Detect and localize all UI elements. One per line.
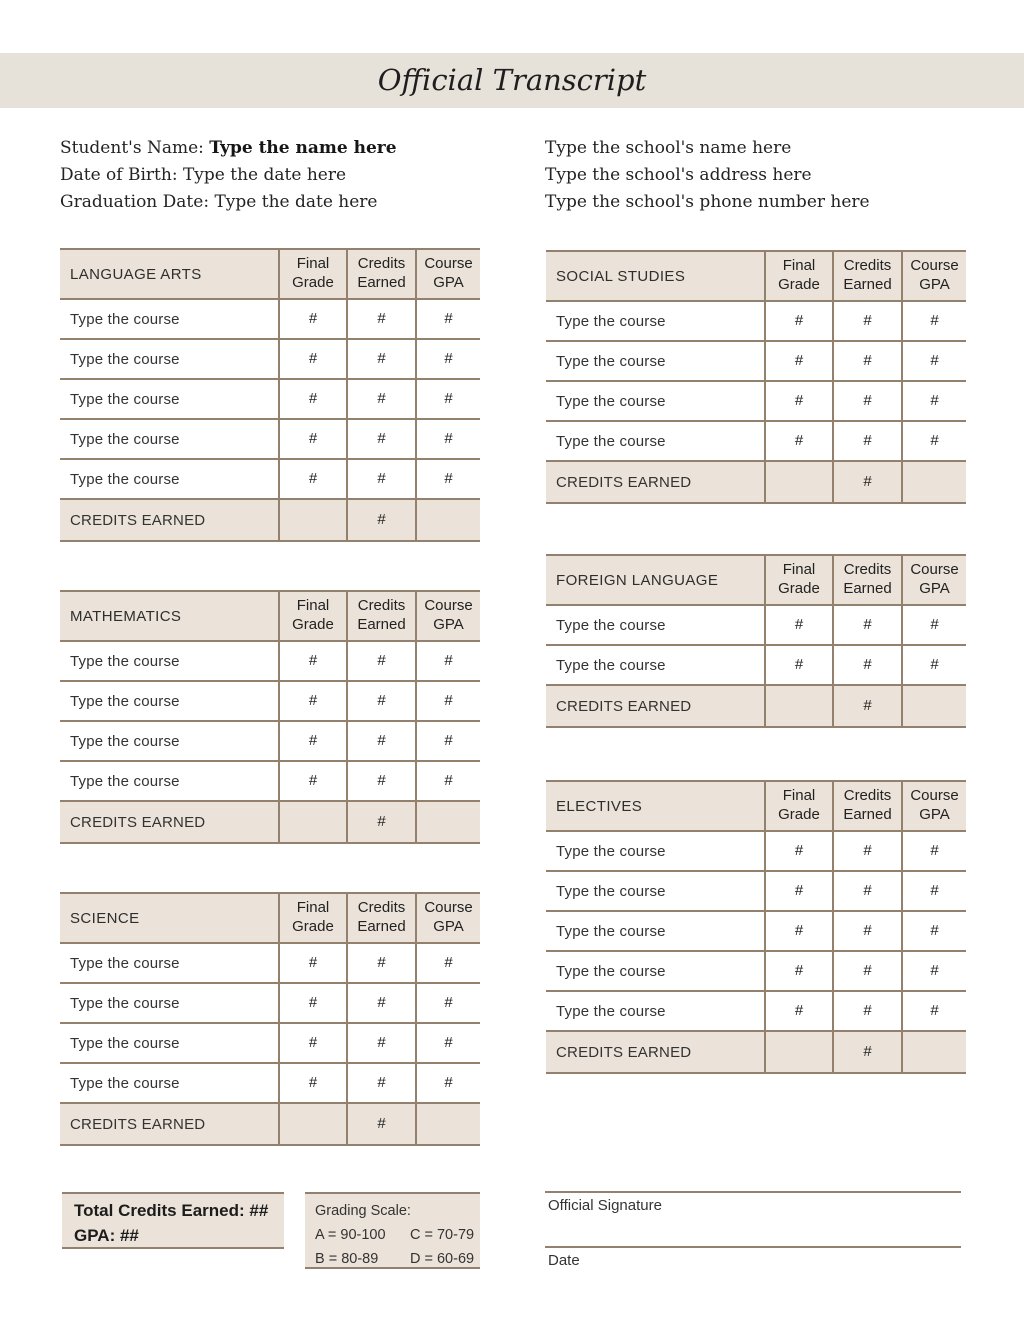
table-electives <box>546 780 966 1074</box>
table-header-row <box>60 250 480 300</box>
school-info-block <box>545 135 870 216</box>
subject-label: ELECTIVES <box>546 782 764 830</box>
official-signature-label: Official Signature <box>548 1197 662 1214</box>
column-header: Course GPA <box>901 252 966 300</box>
course-name-placeholder[interactable]: Type the course <box>70 390 180 408</box>
credits-earned-value[interactable]: # <box>832 686 901 726</box>
student-info-block <box>60 135 397 216</box>
course-row <box>60 642 480 682</box>
value-placeholder[interactable]: # <box>901 832 966 870</box>
value-placeholder[interactable]: # <box>346 1024 415 1062</box>
value-placeholder[interactable]: # <box>346 1064 415 1102</box>
course-row <box>60 420 480 460</box>
value-placeholder[interactable]: # <box>832 606 901 644</box>
value-placeholder[interactable]: # <box>415 944 480 982</box>
value-placeholder[interactable]: # <box>764 302 832 340</box>
column-header: Final Grade <box>278 250 346 298</box>
value-placeholder[interactable]: # <box>415 380 480 418</box>
value-placeholder[interactable]: # <box>415 642 480 680</box>
date-of-birth-placeholder[interactable]: Type the date here <box>182 165 347 185</box>
credits-earned-value <box>278 802 346 842</box>
date-line <box>545 1246 961 1248</box>
table-social-studies <box>546 250 966 504</box>
course-row <box>60 944 480 984</box>
value-placeholder[interactable]: # <box>346 642 415 680</box>
gpa-label: GPA: <box>74 1226 120 1245</box>
value-placeholder[interactable]: # <box>278 682 346 720</box>
value-placeholder[interactable]: # <box>832 952 901 990</box>
course-name-placeholder[interactable]: Type the course <box>70 732 180 750</box>
value-placeholder[interactable]: # <box>764 872 832 910</box>
totals-box <box>62 1192 284 1249</box>
value-placeholder[interactable]: # <box>346 340 415 378</box>
course-name-placeholder[interactable]: Type the course <box>70 430 180 448</box>
value-placeholder[interactable]: # <box>278 722 346 760</box>
gpa-placeholder[interactable]: ## <box>119 1226 139 1245</box>
course-name-placeholder[interactable]: Type the course <box>70 1034 180 1052</box>
column-header: Credits Earned <box>346 592 415 640</box>
course-row <box>546 422 966 462</box>
course-name-placeholder[interactable]: Type the course <box>70 310 180 328</box>
course-row <box>60 340 480 380</box>
value-placeholder[interactable]: # <box>346 722 415 760</box>
credits-earned-row <box>546 686 966 728</box>
course-row <box>60 762 480 802</box>
value-placeholder[interactable]: # <box>901 382 966 420</box>
credits-earned-label: CREDITS EARNED <box>60 802 278 842</box>
table-science <box>60 892 480 1146</box>
value-placeholder[interactable]: # <box>415 1024 480 1062</box>
credits-earned-row <box>60 1104 480 1146</box>
credits-earned-row <box>546 462 966 504</box>
course-row <box>546 302 966 342</box>
course-row <box>546 952 966 992</box>
table-header-row <box>546 252 966 302</box>
course-row <box>60 1064 480 1104</box>
credits-earned-label: CREDITS EARNED <box>60 1104 278 1144</box>
course-row <box>60 984 480 1024</box>
course-name-placeholder[interactable]: Type the course <box>556 1002 666 1020</box>
value-placeholder[interactable]: # <box>346 944 415 982</box>
course-name-placeholder[interactable]: Type the course <box>556 392 666 410</box>
value-placeholder[interactable]: # <box>346 984 415 1022</box>
value-placeholder[interactable]: # <box>764 342 832 380</box>
value-placeholder[interactable]: # <box>832 422 901 460</box>
course-name-placeholder[interactable]: Type the course <box>556 882 666 900</box>
subject-label: MATHEMATICS <box>60 592 278 640</box>
course-row <box>60 300 480 340</box>
value-placeholder[interactable]: # <box>415 420 480 458</box>
credits-earned-value <box>901 1032 966 1072</box>
student-name-label: Student's Name: <box>60 138 210 158</box>
credits-earned-value[interactable]: # <box>832 1032 901 1072</box>
value-placeholder[interactable]: # <box>764 646 832 684</box>
table-language-arts <box>60 248 480 542</box>
table-header-row <box>546 782 966 832</box>
school-name-placeholder[interactable]: Type the school's name here <box>545 138 792 158</box>
course-name-placeholder[interactable]: Type the course <box>556 962 666 980</box>
value-placeholder[interactable]: # <box>278 944 346 982</box>
value-placeholder[interactable]: # <box>764 992 832 1030</box>
value-placeholder[interactable]: # <box>901 646 966 684</box>
value-placeholder[interactable]: # <box>901 992 966 1030</box>
value-placeholder[interactable]: # <box>278 642 346 680</box>
column-header: Credits Earned <box>832 556 901 604</box>
credits-earned-value[interactable]: # <box>346 802 415 842</box>
grade-c-range: C = 70-79 <box>410 1227 475 1243</box>
value-placeholder[interactable]: # <box>346 682 415 720</box>
value-placeholder[interactable]: # <box>346 380 415 418</box>
subject-label: SCIENCE <box>60 894 278 942</box>
school-phone-placeholder[interactable]: Type the school's phone number here <box>545 192 870 212</box>
value-placeholder[interactable]: # <box>278 380 346 418</box>
grade-a-range: A = 90-100 <box>315 1227 386 1243</box>
value-placeholder[interactable]: # <box>832 382 901 420</box>
course-row <box>60 380 480 420</box>
grading-scale-row <box>315 1247 480 1271</box>
value-placeholder[interactable]: # <box>415 300 480 338</box>
value-placeholder[interactable]: # <box>901 302 966 340</box>
value-placeholder[interactable]: # <box>415 460 480 498</box>
value-placeholder[interactable]: # <box>764 952 832 990</box>
value-placeholder[interactable]: # <box>278 340 346 378</box>
value-placeholder[interactable]: # <box>901 912 966 950</box>
column-header: Credits Earned <box>346 894 415 942</box>
credits-earned-label: CREDITS EARNED <box>60 500 278 540</box>
course-row <box>60 1024 480 1064</box>
column-header: Credits Earned <box>832 252 901 300</box>
page-title: Official Transcript <box>377 63 647 97</box>
value-placeholder[interactable]: # <box>832 872 901 910</box>
date-of-birth-line <box>60 162 397 189</box>
value-placeholder[interactable]: # <box>764 606 832 644</box>
credits-earned-value[interactable]: # <box>346 1104 415 1144</box>
course-name-placeholder[interactable]: Type the course <box>70 652 180 670</box>
value-placeholder[interactable]: # <box>764 422 832 460</box>
graduation-date-line <box>60 189 397 216</box>
course-name-placeholder[interactable]: Type the course <box>556 312 666 330</box>
credits-earned-value <box>415 802 480 842</box>
credits-earned-value <box>901 462 966 502</box>
credits-earned-value <box>764 1032 832 1072</box>
signature-line <box>545 1191 961 1193</box>
value-placeholder[interactable]: # <box>346 300 415 338</box>
table-foreign-language <box>546 554 966 728</box>
student-name-placeholder[interactable]: Type the name here <box>209 138 397 158</box>
course-row <box>546 872 966 912</box>
date-of-birth-label: Date of Birth: <box>60 165 183 185</box>
column-header: Final Grade <box>764 556 832 604</box>
value-placeholder[interactable]: # <box>278 1064 346 1102</box>
graduation-date-label: Graduation Date: <box>60 192 215 212</box>
course-row <box>546 912 966 952</box>
course-name-placeholder[interactable]: Type the course <box>70 1074 180 1092</box>
course-name-placeholder[interactable]: Type the course <box>556 432 666 450</box>
course-name-placeholder[interactable]: Type the course <box>556 922 666 940</box>
course-row <box>546 832 966 872</box>
credits-earned-label: CREDITS EARNED <box>546 1032 764 1072</box>
grading-scale-box <box>305 1192 480 1269</box>
value-placeholder[interactable]: # <box>415 722 480 760</box>
credits-earned-label: CREDITS EARNED <box>546 686 764 726</box>
credits-earned-row <box>60 500 480 542</box>
credits-earned-value <box>278 1104 346 1144</box>
table-mathematics <box>60 590 480 844</box>
value-placeholder[interactable]: # <box>415 762 480 800</box>
value-placeholder[interactable]: # <box>278 984 346 1022</box>
value-placeholder[interactable]: # <box>278 300 346 338</box>
course-name-placeholder[interactable]: Type the course <box>556 656 666 674</box>
course-name-placeholder[interactable]: Type the course <box>70 772 180 790</box>
date-label: Date <box>548 1252 580 1269</box>
value-placeholder[interactable]: # <box>278 420 346 458</box>
column-header: Credits Earned <box>346 250 415 298</box>
course-name-placeholder[interactable]: Type the course <box>556 842 666 860</box>
credits-earned-value <box>415 1104 480 1144</box>
total-credits-label: Total Credits Earned: <box>74 1201 250 1220</box>
value-placeholder[interactable]: # <box>415 1064 480 1102</box>
credits-earned-label: CREDITS EARNED <box>546 462 764 502</box>
course-row <box>546 342 966 382</box>
subject-label: FOREIGN LANGUAGE <box>546 556 764 604</box>
table-header-row <box>546 556 966 606</box>
value-placeholder[interactable]: # <box>346 762 415 800</box>
credits-earned-value <box>764 686 832 726</box>
credits-earned-value <box>764 462 832 502</box>
student-name-line <box>60 135 397 162</box>
value-placeholder[interactable]: # <box>415 340 480 378</box>
value-placeholder[interactable]: # <box>415 984 480 1022</box>
course-row <box>546 382 966 422</box>
value-placeholder[interactable]: # <box>764 832 832 870</box>
course-row <box>546 606 966 646</box>
course-row <box>546 646 966 686</box>
subject-label: LANGUAGE ARTS <box>60 250 278 298</box>
course-row <box>546 992 966 1032</box>
table-header-row <box>60 894 480 944</box>
value-placeholder[interactable]: # <box>278 460 346 498</box>
course-name-placeholder[interactable]: Type the course <box>70 470 180 488</box>
value-placeholder[interactable]: # <box>346 460 415 498</box>
course-row <box>60 682 480 722</box>
value-placeholder[interactable]: # <box>901 872 966 910</box>
credits-earned-value[interactable]: # <box>832 462 901 502</box>
course-row <box>60 460 480 500</box>
total-credits-line <box>74 1198 284 1223</box>
course-name-placeholder[interactable]: Type the course <box>70 994 180 1012</box>
value-placeholder[interactable]: # <box>764 382 832 420</box>
school-address-placeholder[interactable]: Type the school's address here <box>545 165 812 185</box>
total-credits-placeholder[interactable]: ## <box>249 1201 269 1220</box>
value-placeholder[interactable]: # <box>764 912 832 950</box>
course-name-placeholder[interactable]: Type the course <box>70 692 180 710</box>
value-placeholder[interactable]: # <box>832 992 901 1030</box>
value-placeholder[interactable]: # <box>901 952 966 990</box>
value-placeholder[interactable]: # <box>346 420 415 458</box>
value-placeholder[interactable]: # <box>901 606 966 644</box>
column-header: Course GPA <box>415 592 480 640</box>
grade-d-range: D = 60-69 <box>410 1251 475 1267</box>
credits-earned-value[interactable]: # <box>346 500 415 540</box>
value-placeholder[interactable]: # <box>278 762 346 800</box>
credits-earned-value <box>901 686 966 726</box>
course-name-placeholder[interactable]: Type the course <box>70 350 180 368</box>
value-placeholder[interactable]: # <box>901 422 966 460</box>
course-row <box>60 722 480 762</box>
grade-b-range: B = 80-89 <box>315 1251 379 1267</box>
value-placeholder[interactable]: # <box>278 1024 346 1062</box>
credits-earned-value <box>415 500 480 540</box>
value-placeholder[interactable]: # <box>832 832 901 870</box>
value-placeholder[interactable]: # <box>832 912 901 950</box>
value-placeholder[interactable]: # <box>832 646 901 684</box>
value-placeholder[interactable]: # <box>901 342 966 380</box>
table-header-row <box>60 592 480 642</box>
value-placeholder[interactable]: # <box>415 682 480 720</box>
course-name-placeholder[interactable]: Type the course <box>70 954 180 972</box>
credits-earned-value <box>278 500 346 540</box>
subject-label: SOCIAL STUDIES <box>546 252 764 300</box>
column-header: Credits Earned <box>832 782 901 830</box>
grading-scale-title: Grading Scale: <box>315 1203 411 1219</box>
credits-earned-row <box>60 802 480 844</box>
column-header: Final Grade <box>764 782 832 830</box>
column-header: Final Grade <box>278 894 346 942</box>
gpa-line <box>74 1223 284 1248</box>
title-band <box>0 53 1024 108</box>
column-header: Final Grade <box>764 252 832 300</box>
course-name-placeholder[interactable]: Type the course <box>556 352 666 370</box>
column-header: Course GPA <box>415 250 480 298</box>
course-name-placeholder[interactable]: Type the course <box>556 616 666 634</box>
column-header: Course GPA <box>415 894 480 942</box>
value-placeholder[interactable]: # <box>832 302 901 340</box>
column-header: Course GPA <box>901 556 966 604</box>
grading-scale-row <box>315 1223 480 1247</box>
column-header: Course GPA <box>901 782 966 830</box>
graduation-date-placeholder[interactable]: Type the date here <box>214 192 378 212</box>
value-placeholder[interactable]: # <box>832 342 901 380</box>
credits-earned-row <box>546 1032 966 1074</box>
column-header: Final Grade <box>278 592 346 640</box>
